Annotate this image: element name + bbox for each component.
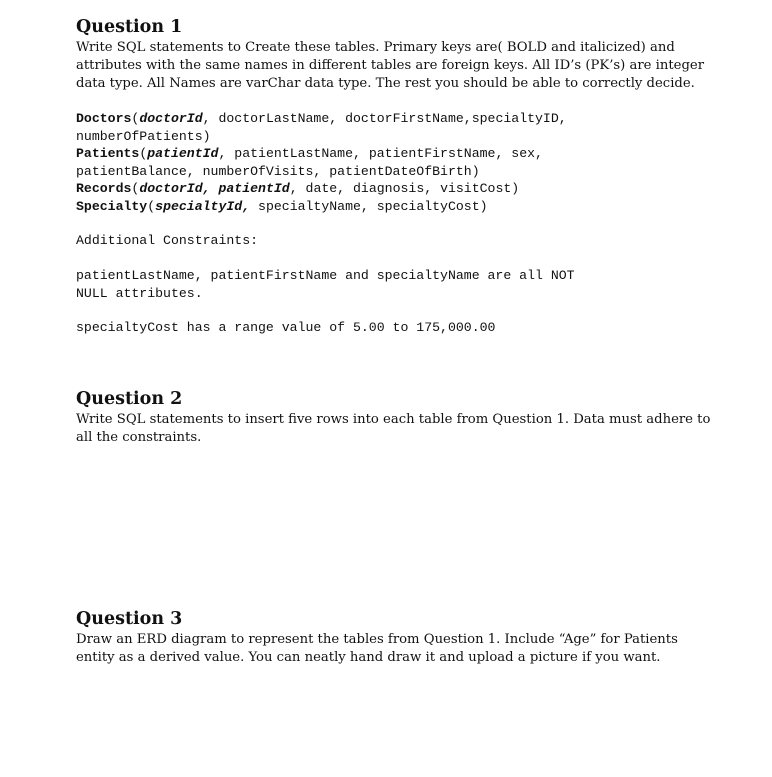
question-1-intro-line: Write SQL statements to Create these tables. Primary keys are( BOLD and italicized) and (76, 40, 675, 55)
specialty-table-line (76, 198, 726, 216)
patients-table-line (76, 145, 726, 163)
patients-table-name: Patients (76, 146, 140, 161)
specialty-table-name: Specialty (76, 198, 148, 214)
specialty-open-paren: ( (147, 198, 156, 214)
constraint-range: specialtyCost has a range value of 5.00 to 175,000.00 (76, 320, 496, 335)
question-1-intro-line: data type. All Names are varChar data type. The rest you should be able to correctly decide. (76, 76, 695, 91)
doctors-table-line (76, 110, 726, 128)
doctors-primary-key: doctorId (139, 111, 203, 126)
question-2-text-line: Write SQL statements to insert five rows into each table from Question 1. Data must adhere to (76, 412, 711, 427)
doctors-open-paren: ( (131, 111, 140, 126)
question-2-heading: Question 2 (76, 389, 183, 409)
specialty-attributes: specialtyName, specialtyCost) (250, 198, 488, 214)
doctors-table-name: Doctors (76, 111, 132, 126)
patients-open-paren: ( (139, 146, 148, 161)
constraint-not-null-line: NULL attributes. (76, 285, 203, 301)
question-1-intro (76, 39, 716, 93)
constraint-not-null (76, 267, 726, 302)
doctors-table-line: numberOfPatients) (76, 128, 211, 144)
additional-constraints-label: Additional Constraints: (76, 233, 259, 248)
records-attributes: , date, diagnosis, visitCost) (289, 181, 520, 196)
table-definitions (76, 110, 726, 215)
doctors-attributes: , doctorLastName, doctorFirstName,specialtyID, (202, 111, 567, 126)
question-1-heading: Question 1 (76, 17, 183, 37)
specialty-primary-key: specialtyId, (155, 198, 251, 214)
records-primary-key: doctorId, patientId (139, 181, 290, 196)
question-1-intro-line: attributes with the same names in different tables are foreign keys. All ID’s (PK’s) are integer (76, 58, 705, 73)
question-2-text (76, 411, 716, 447)
records-open-paren: ( (131, 181, 140, 196)
patients-primary-key: patientId (147, 146, 219, 161)
patients-table-line: patientBalance, numberOfVisits, patientDateOfBirth) (76, 163, 480, 179)
question-3-text-line: entity as a derived value. You can neatly hand draw it and upload a picture if you want. (76, 650, 661, 665)
patients-attributes: , patientLastName, patientFirstName, sex, (218, 146, 543, 161)
records-table-name: Records (76, 181, 132, 196)
question-3-text-line: Draw an ERD diagram to represent the tables from Question 1. Include “Age” for Patients (76, 632, 678, 647)
constraint-not-null-line: patientLastName, patientFirstName and specialtyName are all NOT (76, 268, 575, 283)
question-2-text-line: all the constraints. (76, 430, 202, 445)
question-3-heading: Question 3 (76, 609, 183, 629)
question-3-text (76, 631, 716, 667)
records-table-line (76, 180, 726, 198)
